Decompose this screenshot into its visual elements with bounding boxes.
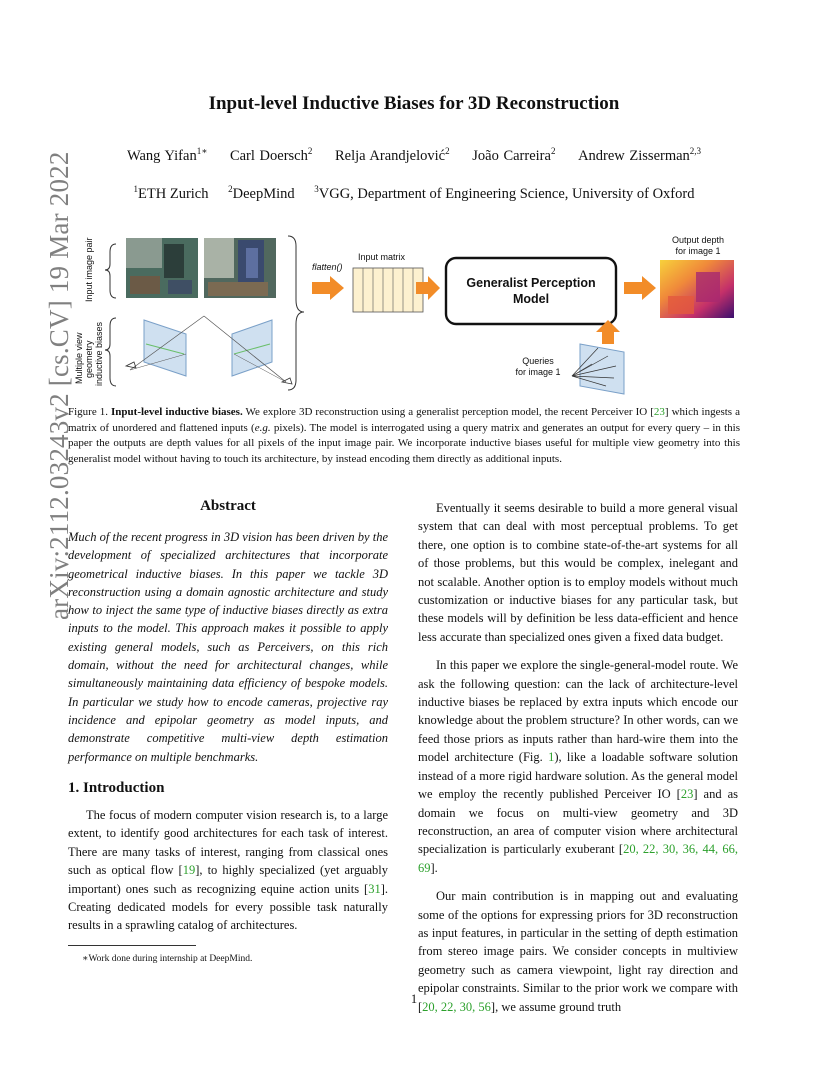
geometry-brace [105, 318, 116, 386]
paragraph: The focus of modern computer vision research is, to a large extent, to identify good architectures for each task of interest. There are many tasks of interest, ranging from classical ones such as optical flow [19], to highly specialized (yet arguably important) ones such as recognizing equine action units [31]. Creating dedicated models for every possible task naturally results in a sprawling catalog of architectures. [68, 808, 389, 933]
model-label-line1: Generalist Perception [466, 276, 596, 290]
author: Andrew Zisserman$^{2,3}$ [578, 146, 702, 164]
generalist-perception-model-box [446, 258, 616, 324]
author-list [0, 146, 828, 165]
geometry-label-line3: inductive biases [94, 321, 104, 386]
queries-label-line2: for image 1 [515, 367, 561, 377]
geometry-label-line1: Multiple view [74, 332, 84, 384]
queries-label-line1: Queries [522, 356, 554, 366]
figure-1 [68, 226, 768, 398]
output-depth-map [660, 260, 734, 318]
footnote-rule [68, 945, 196, 946]
paper-title: Input-level Inductive Biases for 3D Reconstruction [208, 93, 620, 114]
epipolar-geometry-illustration [126, 316, 292, 384]
input-image-2 [204, 238, 276, 298]
intro-left-column [68, 806, 388, 945]
input-matrix-label: Input matrix [358, 252, 406, 262]
page-number: 1 [410, 992, 418, 1006]
model-label-line2: Model [512, 292, 550, 306]
citation-link[interactable]: 23 [653, 406, 665, 418]
footnote: ∗Work done during internship at DeepMind. [82, 954, 253, 964]
affiliation: $^2$DeepMind [228, 184, 295, 202]
paragraph: Our main contribution is in mapping out and evaluating some of the options for expressing priors for 3D reconstruction as input features, in particular in the setting of depth estimation from stereo image pairs. We consider concepts in multiview geometry such as camera viewpoint, light ray direction and epipolar constraints. Similar to the prior work we compare with [20, 22, 30, 56], we assume ground truth [418, 889, 738, 1014]
intro-right-column [418, 499, 738, 1026]
affiliation-list [0, 184, 828, 203]
figure-caption: Figure 1. Input-level inductive biases. We explore 3D reconstruction using a generalist perception model, the recent Perceiver IO [23] which ingests a matrix of unordered and flattened inputs (e.g. pixels). The model is interrogated using a query matrix and generates an output for every query – in this paper the outputs are depth values for all pixels of the input image pair. We incorporate inductive biases useful for multiple view geometry into this generalist model without having to touch its architecture, by instead encoding them directly as additional inputs. [68, 406, 740, 465]
affiliation: $^3$VGG, Department of Engineering Science, University of Oxford [314, 184, 695, 202]
abstract-heading: Abstract [200, 498, 256, 514]
arrow-to-input-matrix [312, 276, 344, 300]
queries-illustration [572, 344, 624, 394]
author: Relja Arandjelović$^2$ [334, 146, 450, 164]
citation-links[interactable]: 20, 22, 30, 36, 44, 66, 69 [418, 842, 738, 875]
author: Wang Yifan$^{1∗}$ [126, 146, 208, 164]
input-image-1 [126, 238, 198, 298]
image-pair-brace [105, 244, 116, 298]
inputs-brace [288, 236, 304, 390]
input-matrix [353, 268, 423, 312]
citation-link[interactable]: 23 [680, 787, 694, 802]
affiliation: $^1$ETH Zurich [133, 184, 209, 202]
flatten-label: flatten() [312, 262, 343, 272]
output-label-line2: for image 1 [675, 246, 721, 256]
author: Carl Doersch$^2$ [229, 146, 313, 164]
citation-link[interactable]: 31 [368, 881, 381, 896]
geometry-label-line2: geometry [84, 340, 94, 378]
author: João Carreira$^2$ [472, 146, 556, 164]
citation-link[interactable]: 19 [182, 863, 196, 878]
abstract-text: Much of the recent progress in 3D vision has been driven by the development of specialized architectures that incorporate geometrical inductive biases. In this paper we tackle 3D reconstruction using a domain agnostic architecture and study how to inject the same type of inductive biases directly as extra inputs to the model. This approach makes it possible to apply existing general models, such as Perceivers, on this rich domain, without the need for architectural changes, while simultaneously maintaining data efficiency of bespoke models. In particular we study how to encode cameras, projective ray incidence and epipolar geometry as model inputs, and demonstrate competitive multi-view depth estimation performance on multiple benchmarks. [68, 530, 388, 764]
arrow-to-output [624, 276, 656, 300]
input-image-pair-label: Input image pair [84, 237, 94, 302]
introduction-heading: 1. Introduction [68, 780, 165, 796]
paragraph: In this paper we explore the single-general-model route. We ask the following question: can the lack of architecture-level inductive biases be replaced by extra inputs which encode our knowledge about the problem structure? In other words, can we feed those priors as inputs rather than hard-wire them into the model architecture (Fig. 1), like a loadable software solution instead of a more rigid hardware solution. As the general model we employ the recently published Perceiver IO [23] and as domain we focus on multi-view geometry and 3D reconstruction, an area of computer vision where architectural specialization is particularly exuberant [20, 22, 30, 36, 44, 66, 69]. [418, 658, 738, 875]
arxiv-stamp: arXiv:2112.03243v2 [cs.CV] 19 Mar 2022 [44, 151, 74, 620]
citation-links[interactable]: 20, 22, 30, 56 [422, 999, 491, 1014]
figure-link[interactable]: 1 [548, 750, 555, 765]
output-label-line1: Output depth [671, 235, 725, 245]
paragraph: Eventually it seems desirable to build a more general visual system that can deal with most perceptual problems. To get there, one option is to combine state-of-the-art systems for all of those problems, but this would be complex, inelegant and not scalable. Another option is to employ models without much customization or inductive biases for any particular task, but these models will by definition be less data-efficient and hence less accurate than specialized ones given a fixed data budget. [418, 501, 738, 644]
